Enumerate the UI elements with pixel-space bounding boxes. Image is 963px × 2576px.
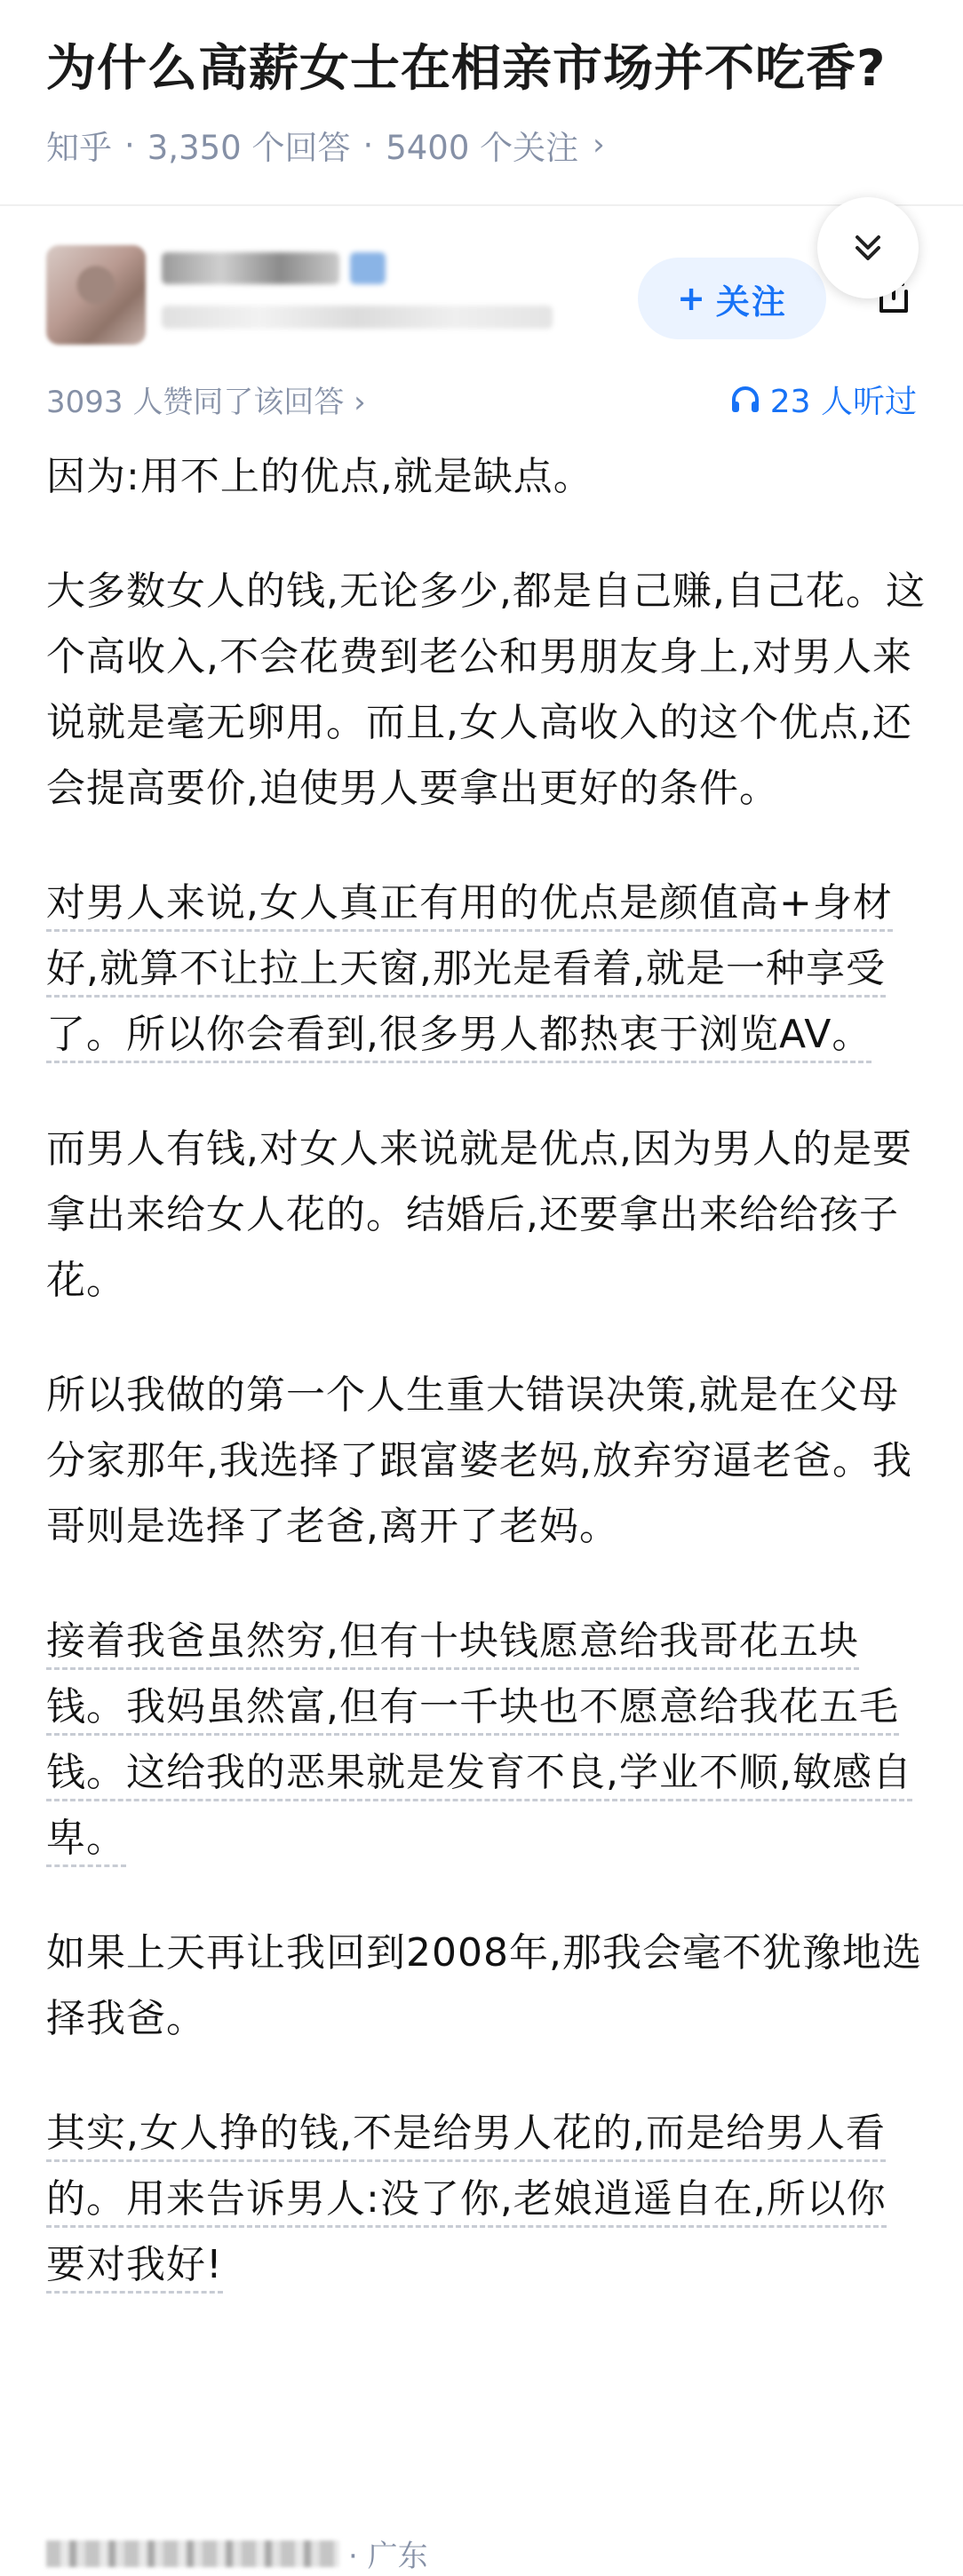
paragraph-3[interactable]: 对男人来说,女人真正有用的优点是颜值高+身材好,就算不让拉上天窗,那光是看着,就是一种享受了。所以你会看到,很多男人都热衷于浏览AV。: [46, 871, 926, 1068]
paragraph-5: 所以我做的第一个人生重大错误决策,就是在父母分家那年,我选择了跟富婆老妈,放弃穷逼老爸。我哥则是选择了老爸,离开了老妈。: [46, 1372, 912, 1549]
question-header: [0, 0, 963, 169]
avatar[interactable]: [46, 245, 146, 345]
collapse-button[interactable]: [817, 197, 919, 298]
paragraph-6[interactable]: 接着我爸虽然穷,但有十块钱愿意给我哥花五块钱。我妈虽然富,但有一千块也不愿意给我花五毛钱。这给我的恶果就是发育不良,学业不顺,敏感自卑。: [46, 1609, 926, 1872]
follower-count: 5400 个关注: [386, 129, 579, 167]
paragraph-4: 而男人有钱,对女人来说就是优点,因为男人的是要拿出来给女人花的。结婚后,还要拿出来给给孩子花。: [46, 1126, 912, 1303]
paragraph-2: 大多数女人的钱,无论多少,都是自己赚,自己花。这个高收入,不会花费到老公和男朋友身上,对男人来说就是毫无卵用。而且,女人高收入的这个优点,还会提高要价,迫使男人要拿出更好的条件。: [46, 568, 926, 811]
paragraph-8[interactable]: 其实,女人挣的钱,不是给男人花的,而是给男人看的。用来告诉男人:没了你,老娘逍遥自在,所以你要对我好!: [46, 2101, 926, 2298]
chevron-double-down-icon: [850, 230, 886, 266]
paragraph-1: 因为:用不上的优点,就是缺点。: [46, 454, 593, 499]
question-title[interactable]: 为什么高薪女士在相亲市场并不吃香?: [46, 40, 887, 98]
paragraph-7: 如果上天再让我回到2008年,那我会毫不犹豫地选择我爸。: [46, 1930, 922, 2041]
meta-separator: ·: [362, 125, 374, 164]
plus-icon: +: [677, 279, 707, 318]
author-name-blurred[interactable]: [162, 252, 339, 284]
edit-date-blurred: [46, 2540, 339, 2567]
header-divider: [0, 204, 963, 206]
listen-count[interactable]: [729, 377, 917, 422]
listen-label: 23 人听过: [769, 384, 917, 420]
answer-stats: [46, 377, 917, 422]
answer-footer: [46, 2532, 428, 2575]
follow-label: 关注: [715, 282, 787, 322]
author-bio-blurred: [162, 306, 553, 329]
author-badge-blurred: [350, 252, 386, 284]
author-card: [37, 233, 926, 366]
chevron-right-icon: ›: [593, 127, 605, 163]
source-label: 知乎: [46, 129, 112, 167]
upvote-count[interactable]: 3093 人赞同了该回答 ›: [46, 385, 366, 420]
follow-button[interactable]: [638, 258, 826, 339]
answer-content: [46, 444, 926, 2347]
headphones-icon: [729, 384, 761, 416]
answer-count: 3,350 个回答: [147, 129, 351, 167]
question-meta[interactable]: [46, 121, 917, 169]
meta-separator: ·: [124, 125, 135, 164]
location-label: · 广东: [348, 2539, 428, 2574]
